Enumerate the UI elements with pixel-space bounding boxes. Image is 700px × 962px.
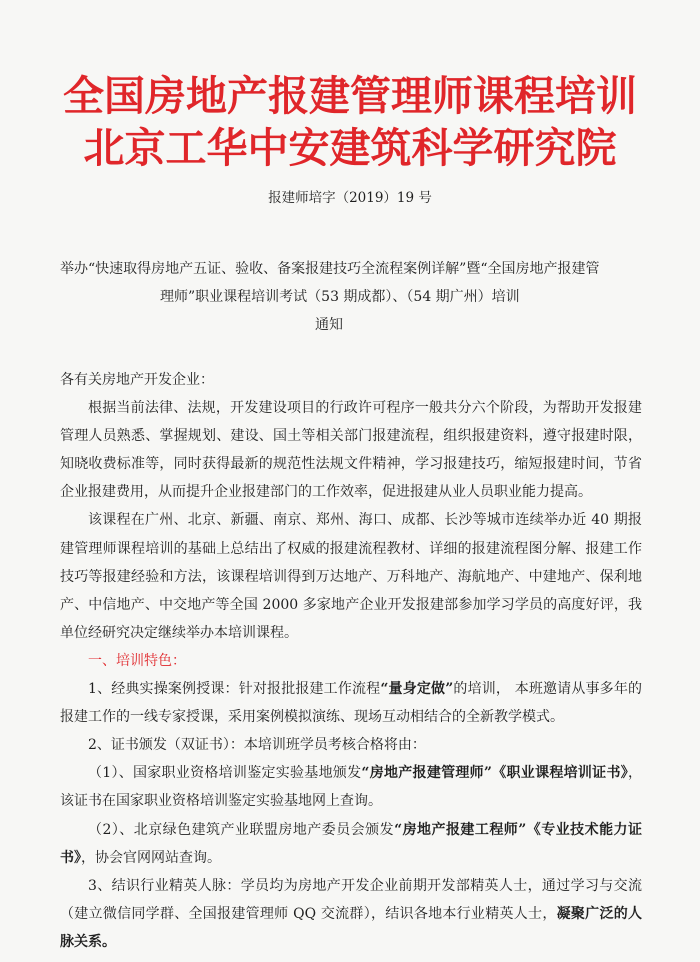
feature-item-2-2-rest: ，协会官网网站查询。 xyxy=(81,849,221,866)
feature-item-1-bold: “量身定做” xyxy=(380,681,454,698)
paragraph-background: 根据当前法律、法规，开发建设项目的行政许可程序一般共分六个阶段，为帮助开发报建管理人员熟悉、掌握规划、建设、国土等相关部门报建流程，组织报建资料，遵守报建时限，知晓收费标准等，同时获得最新的规范性法规文件精神，学习报建技巧，缩短报建时间，节省企业报建费用，从而提升企业报建部门的工作效率，促进报建从业人员职业能力提高。 xyxy=(60,400,642,501)
feature-item-2-1-text: （1）、国家职业资格培训鉴定实验基地颁发 xyxy=(88,765,362,782)
main-title-line2: 北京工华中安建筑科学研究院 xyxy=(83,124,617,172)
notice-heading-line2: 理师”职业课程培训考试（53 期成都）、（54 期广州）培训 xyxy=(160,289,520,305)
feature-item-3 xyxy=(60,872,642,956)
feature-item-2-1-bold: “房地产报建管理师”《职业课程培训证书》 xyxy=(361,765,629,782)
main-title-line1: 全国房地产报建管理师课程培训 xyxy=(63,72,637,120)
notice-body xyxy=(60,366,642,956)
feature-item-2-2-bold: “房地产报建工程师”《专业技术能力证书》 xyxy=(60,821,643,866)
notice-heading-line3: 通知 xyxy=(315,317,343,333)
feature-item-2-2-text: （2）、北京绿色建筑产业联盟房地产委员会颁发 xyxy=(88,821,395,838)
salutation: 各有关房地产开发企业： xyxy=(60,372,214,388)
notice-heading-line1: 举办“快速取得房地产五证、验收、备案报建技巧全流程案例详解”暨“全国房地产报建管 xyxy=(60,261,600,277)
feature-item-2-1 xyxy=(60,759,642,815)
feature-item-2: 2、证书颁发（双证书）：本培训班学员考核合格将由： xyxy=(88,737,426,754)
feature-item-2-2 xyxy=(60,816,642,872)
feature-item-3-bold: 凝聚广泛的人脉关系。 xyxy=(60,905,643,950)
section-title-features: 一、培训特色： xyxy=(88,652,186,669)
feature-item-3-text: 3、结识行业精英人脉：学员均为房地产开发企业前期开发部精英人士，通过学习与交流（建立微信同学群、全国报建管理师 QQ 交流群），结识各地本行业精英人士， xyxy=(60,877,642,922)
feature-item-1-rest: 的培训， 本班邀请从事多年的报建工作的一线专家授课，采用案例模拟演练、现场互动相结合的全新教学模式。 xyxy=(60,681,643,726)
feature-item-1 xyxy=(60,675,642,731)
notice-heading xyxy=(60,255,640,339)
document-number: 报建师培字（2019）19 号 xyxy=(268,190,432,206)
feature-item-1-text: 1、经典实操案例授课：针对报批报建工作流程 xyxy=(88,681,381,698)
paragraph-history: 该课程在广州、北京、新疆、南京、郑州、海口、成都、长沙等城市连续举办近 40 期报建管理师课程培训的基础上总结出了权威的报建流程教材、详细的报建流程图分解、报建工作技巧等报建经验和方法，该课程培训得到万达地产、万科地产、海航地产、中建地产、保利地产、中信地产、中交地产等全国 2000 多家地产企业开发报建部参加学习学员的高度好评，我单位经研究决定继续举办本培训课程。 xyxy=(60,512,642,641)
feature-item-2-1-rest: ，该证书在国家职业资格培训鉴定实验基地网上查询。 xyxy=(60,765,643,810)
